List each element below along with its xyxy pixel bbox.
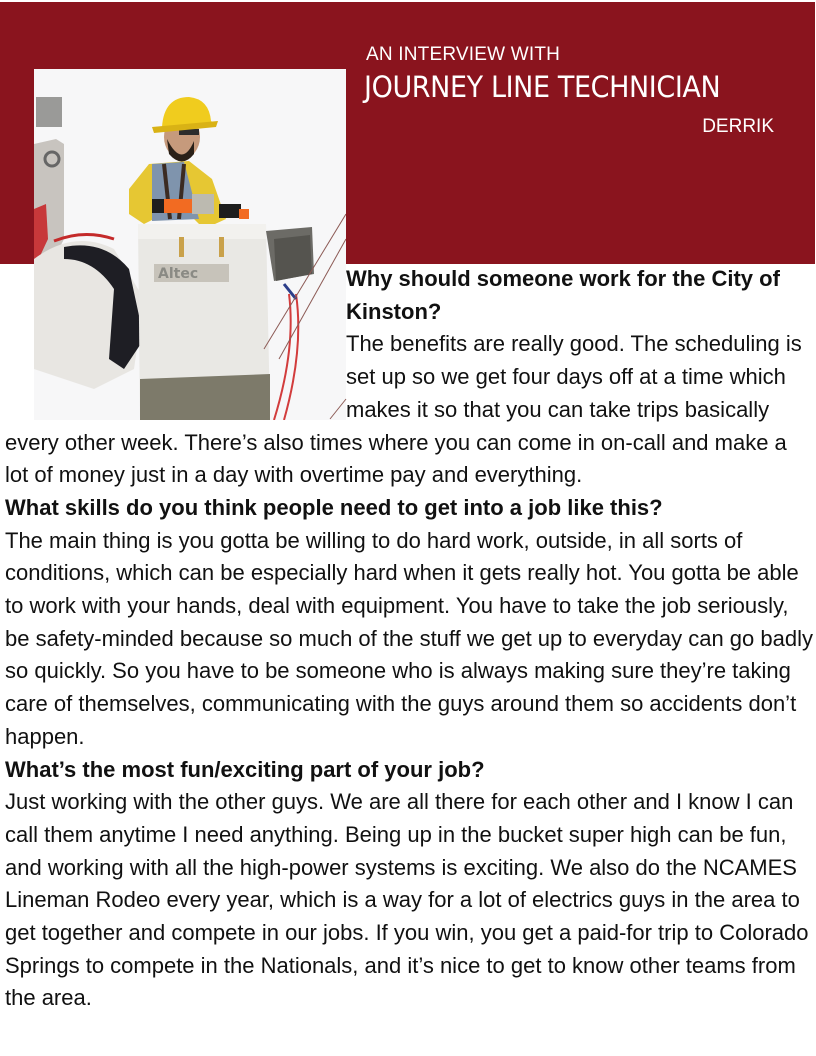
answer-1: The benefits are really good. The scheduling is set up so we get four days off at a time which makes it so that you can take trips basically every other week. There’s also times where you can come in on-call and make a lot of money just in a day with overtime pay and everything. <box>5 331 802 488</box>
question-3: What’s the most fun/exciting part of your job? <box>5 756 485 782</box>
interview-body <box>5 263 814 1015</box>
header-kicker: AN INTERVIEW WITH <box>366 44 561 65</box>
qa-block-3 <box>5 754 814 1016</box>
photo-wrap-spacer <box>5 263 346 426</box>
answer-2: The main thing is you gotta be willing to do hard work, outside, in all sorts of conditions, which can be especially hard when it gets really hot. You gotta be able to work with your hands, deal with equipment. You have to take the job seriously, be safety-minded because so much of the stuff we get up to everyday can go badly so quickly. So you have to be someone who is always making sure they’re taking care of themselves, communicating with the guys around them so accidents don’t happen. <box>5 527 813 749</box>
page-title: JOURNEY LINE TECHNICIAN <box>364 70 721 104</box>
qa-block-2 <box>5 492 814 754</box>
interviewee-name: DERRIK <box>702 116 774 137</box>
question-2: What skills do you think people need to get into a job like this? <box>5 494 663 520</box>
question-1: Why should someone work for the City of Kinston? <box>346 266 780 324</box>
answer-3: Just working with the other guys. We are all there for each other and I know I can call them anytime I need anything. Being up in the bucket super high can be fun, and working with all the high-power systems is exciting. We also do the NCAMES Lineman Rodeo every year, which is a way for a lot of electrics guys in the area to get together and compete in our jobs. If you win, you get a paid-for trip to Colorado Springs to compete in the Nationals, and it’s nice to get to know other teams from the area. <box>5 789 809 1011</box>
bucket-brand-logo: Altec <box>158 266 199 282</box>
